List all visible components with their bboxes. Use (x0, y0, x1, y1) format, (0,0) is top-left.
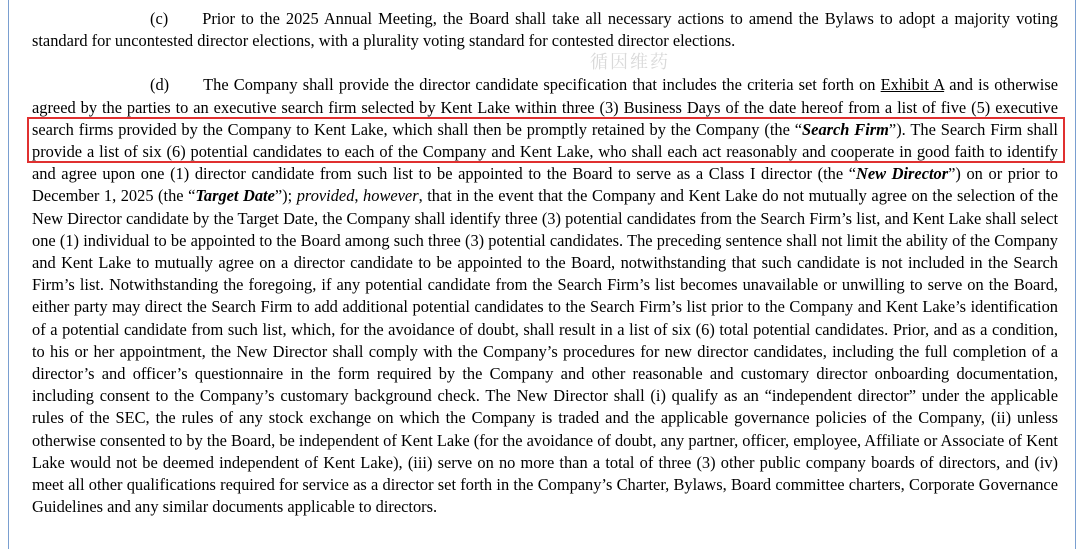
exhibit-a-link[interactable]: Exhibit A (880, 75, 945, 95)
paragraph-c (32, 8, 1058, 52)
paragraph-d-text-7: , that in the event that the Company and Kent Lake do not mutually agree on the selection of the New Director candidate by the Target Date, the Company shall identify three (3) potential candidates from the Search Firm’s list, and Kent Lake shall select one (1) individual to be appointed to the Board among such three (3) potential candidates. The preceding sentence shall not limit the ability of the Company and Kent Lake to mutually agree on a director candidate to be appointed to the Board, notwithstanding that such candidate is not included in the Search Firm’s list. Notwithstanding the foregoing, if any potential candidate from the Search Firm’s list becomes unavailable or unwilling to serve on the Board, either party may direct the Search Firm to add additional potential candidates to the Search Firm’s list prior to the Company and Kent Lake’s identification of a potential candidate from such list, which, for the avoidance of doubt, shall result in a list of six (6) total potential candidates. Prior, and as a condition, to his or her appointment, the New Director shall comply with the Company’s procedures for new director candidates, including the full completion of a director’s and officer’s questionnaire in the form required by the Company and other reasonable and customary director onboarding documentation, including consent to the Company’s customary background check. The New Director shall (i) qualify as an “independent director” under the applicable rules of the SEC, the rules of any stock exchange on which the Company is traded and the applicable governance policies of the Company, (ii) unless otherwise consented to by the Board, be independent of Kent Lake (for the avoidance of doubt, any partner, officer, employee, Affiliate or Associate of Kent Lake would not be deemed independent of Kent Lake), (iii) serve on no more than a total of three (3) other public company boards of directors, and (iv) meet all other qualifications required for service as a director set forth in the Company’s Charter, Bylaws, Board committee charters, Corporate Governance Guidelines and any similar documents applicable to directors. (32, 186, 1058, 517)
term-provided: provided (296, 186, 355, 206)
defined-term-new-director: New Director (856, 164, 949, 184)
paragraph-d-text-3: ”). The Search Firm shall provide a list of six (6) potential candidates to each of the Company and Kent Lake, who shall each act reasonably and cooperate in good faith to identify and agree upon one (1) director candidate from such list to be appointed to the Board to serve as a Class I director (the “ (32, 119, 1058, 184)
defined-term-search-firm: Search Firm (802, 119, 889, 139)
paragraph-c-text: Prior to the 2025 Annual Meeting, the Board shall take all necessary actions to amend the Bylaws to adopt a majority voting standard for uncontested director elections, with a plurality voting standard for contested director elections. (32, 9, 1058, 51)
paragraph-d-text-5: ”); (274, 186, 297, 206)
paragraph-d-text-1: The Company shall provide the director candidate specification that includes the criteria set forth on (203, 75, 881, 95)
paragraph-d-text-6: , (354, 186, 364, 206)
paragraph-d-label: (d) (150, 75, 170, 95)
watermark: 循因维药 (590, 52, 670, 73)
highlight-box (27, 117, 1065, 163)
paragraph-d-text-4: ”) on or prior to December 1, 2025 (the “ (32, 164, 1058, 206)
document-body (32, 8, 1058, 549)
paragraph-c-label: (c) (150, 9, 169, 28)
paragraph-d-text-2: and is otherwise agreed by the parties to an executive search firm selected by Kent Lake within three (3) Business Days of the date hereof from a list of five (5) executive search firms provided by the Company to Kent Lake, which shall then be promptly retained by the Company (the “ (32, 75, 1058, 139)
defined-term-target-date: Target Date (195, 186, 275, 206)
page-right-border (1075, 0, 1076, 549)
page-left-border (8, 0, 9, 549)
term-however: however (363, 186, 419, 206)
